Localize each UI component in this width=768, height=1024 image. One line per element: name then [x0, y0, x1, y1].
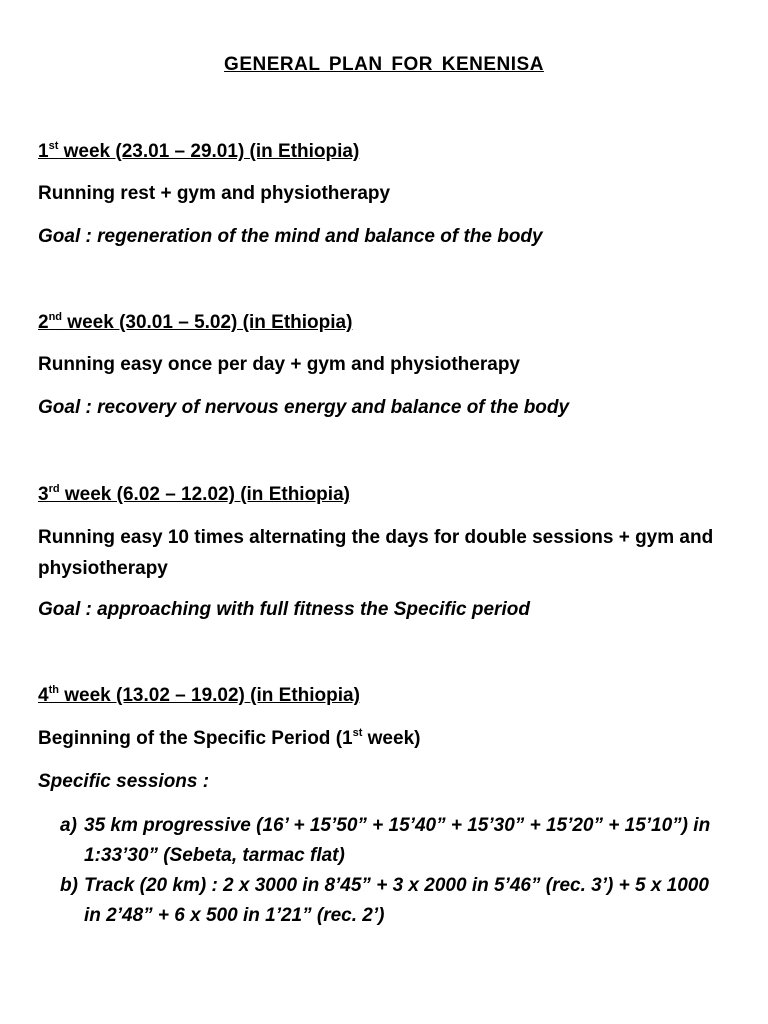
week4-activity-ordinal: st	[352, 727, 363, 739]
sessions-list	[60, 811, 730, 931]
week4-heading	[38, 685, 360, 707]
session-description: Track (20 km) : 2 x 3000 in 8’45” + 3 x 2000 in 5’46” (rec. 3’) + 5 x 1000 in 2’48” + 6 x 500 in 1’21” (rec. 2’)	[84, 875, 709, 926]
week1-ordinal: st	[48, 140, 59, 152]
week4-ordinal: th	[48, 684, 59, 696]
week1-activity: Running rest + gym and physiotherapy	[38, 183, 391, 204]
page-title: GENERAL PLAN FOR KENENISA	[224, 54, 544, 75]
week3-dates: week (6.02 – 12.02) (in Ethiopia)	[59, 484, 350, 505]
week4-activity	[38, 728, 420, 750]
list-marker: a)	[60, 815, 77, 836]
sessions-label: Specific sessions :	[38, 771, 210, 792]
week1-goal: Goal : regeneration of the mind and balance of the body	[38, 226, 543, 247]
list-item	[60, 811, 730, 871]
week4-activity-text: Beginning of the Specific Period (1	[38, 728, 353, 749]
list-item	[60, 871, 730, 931]
week1-number: 1	[38, 141, 49, 162]
week2-activity: Running easy once per day + gym and physiotherapy	[38, 354, 520, 375]
week2-goal: Goal : recovery of nervous energy and balance of the body	[38, 397, 570, 418]
week3-heading	[38, 484, 350, 506]
week3-goal: Goal : approaching with full fitness the Specific period	[38, 599, 530, 620]
week1-dates: week (23.01 – 29.01) (in Ethiopia)	[58, 141, 360, 162]
week4-dates: week (13.02 – 19.02) (in Ethiopia)	[58, 685, 360, 706]
week2-heading	[38, 312, 352, 334]
week2-ordinal: nd	[48, 311, 63, 323]
week2-number: 2	[38, 312, 49, 333]
week4-number: 4	[38, 685, 49, 706]
session-description: 35 km progressive (16’ + 15’50” + 15’40” + 15’30” + 15’20” + 15’10”) in 1:33’30” (Sebeta, tarmac flat)	[84, 815, 711, 866]
list-marker: b)	[60, 875, 78, 896]
week1-heading	[38, 141, 359, 163]
week4-activity-suffix: week)	[362, 728, 421, 749]
week3-ordinal: rd	[48, 483, 60, 495]
week2-dates: week (30.01 – 5.02) (in Ethiopia)	[62, 312, 353, 333]
week3-activity: Running easy 10 times alternating the days for double sessions + gym and physiotherapy	[38, 527, 714, 579]
week3-number: 3	[38, 484, 49, 505]
